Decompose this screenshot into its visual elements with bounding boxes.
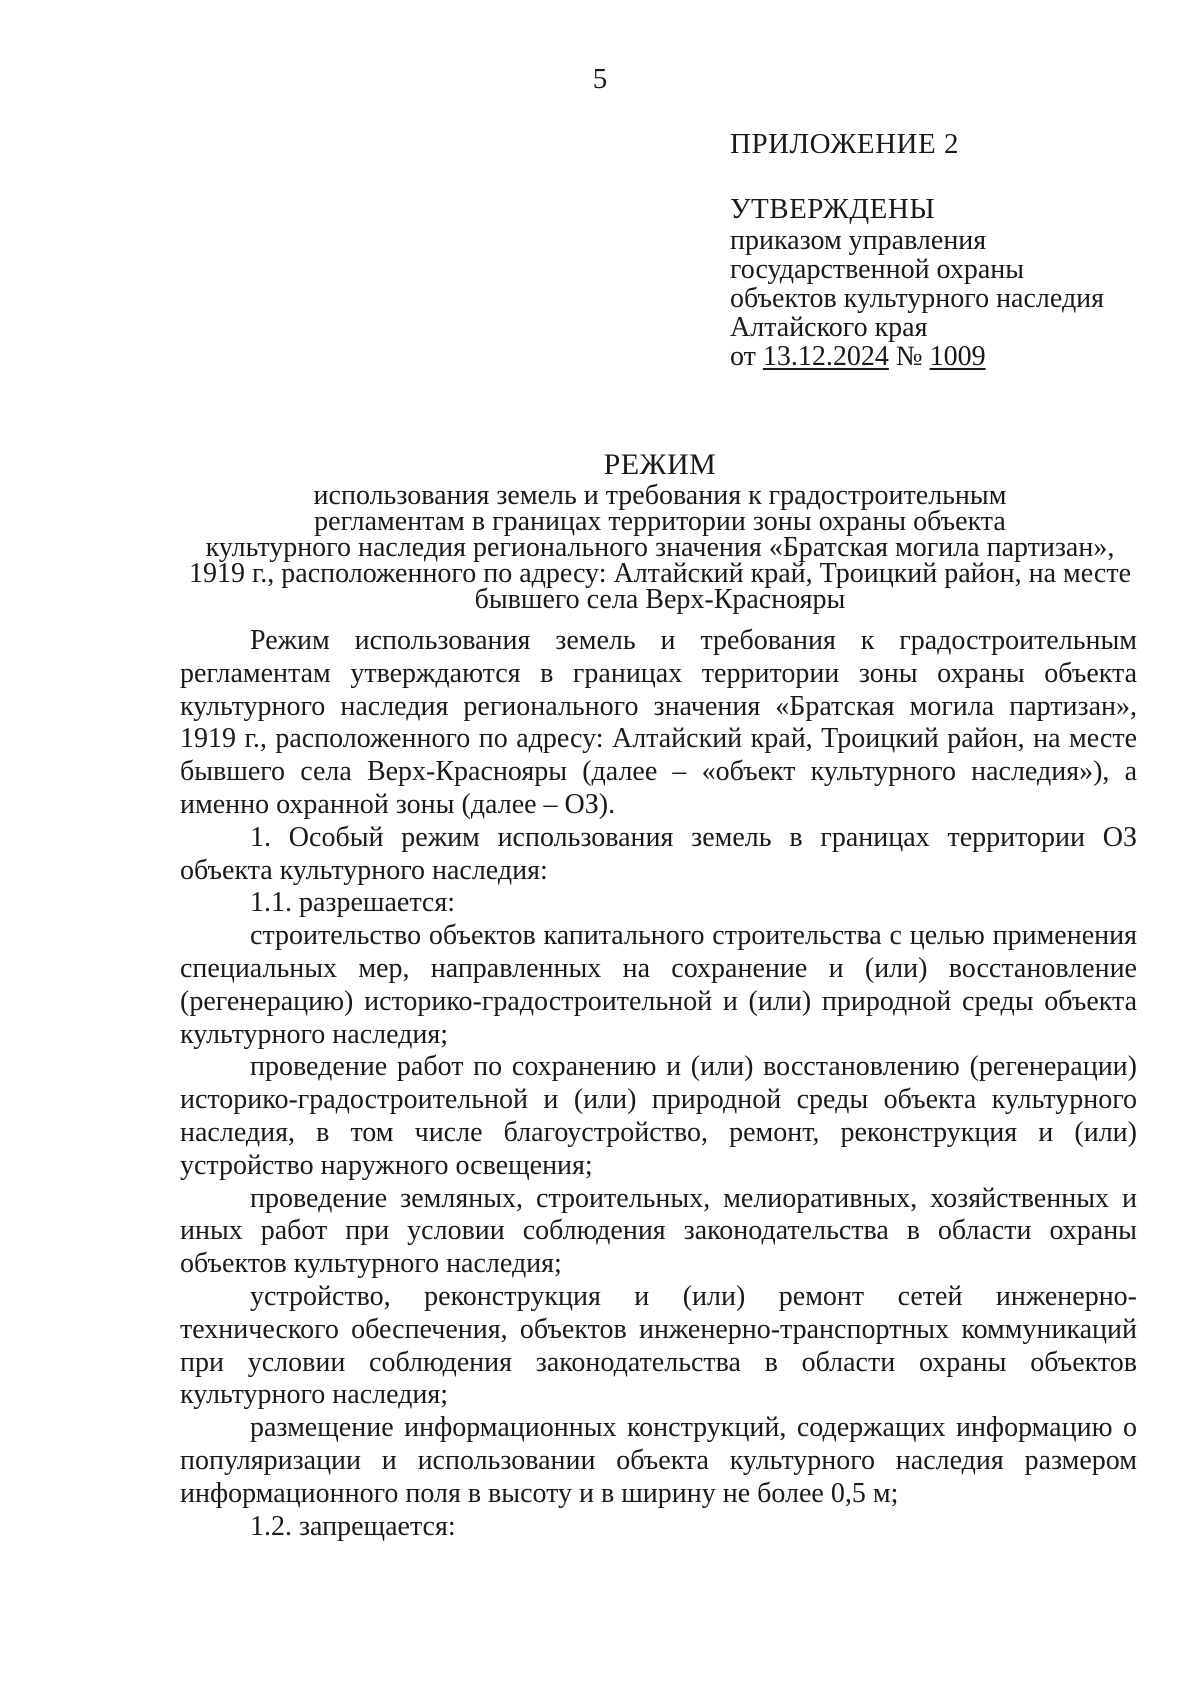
approval-line: Алтайского края: [730, 312, 928, 343]
body-paragraph: проведение земляных, строительных, мелиоративных, хозяйственных и иных работ при условии соблюдения законодательства в области охраны объектов культурного наследия;: [180, 1182, 1137, 1280]
order-number: 1009: [929, 341, 986, 372]
approval-line: приказом управления: [730, 225, 987, 256]
subtitle-line: культурного наследия регионального значения «Братская могила партизан»,: [205, 532, 1115, 563]
body-paragraph: устройство, реконструкция и (или) ремонт сетей инженерно-технического обеспечения, объектов инженерно-транспортных коммуникаций при условии соблюдения законодательства в области охраны объектов культурного наследия;: [180, 1280, 1137, 1411]
body-paragraph: 1. Особый режим использования земель в границах территории ОЗ объекта культурного наследия:: [180, 821, 1137, 886]
subtitle-line: использования земель и требования к градостроительным: [313, 480, 1007, 511]
subtitle-line: 1919 г., расположенного по адресу: Алтайский край, Троицкий район, на месте: [188, 558, 1131, 589]
body-paragraph: Режим использования земель и требования к градостроительным регламентам утверждаются в границах территории зоны охраны объекта культурного наследия регионального значения «Братская могила партизан», 1919 г., расположенного по адресу: Алтайский край, Троицкий район, на месте бывшего села Верх-Краснояры (далее – «объект культурного наследия»), а именно охранной зоны (далее – ОЗ).: [180, 625, 1137, 820]
approval-line: государственной охраны: [730, 254, 1025, 285]
body-paragraph: 1.1. разрешается:: [250, 887, 455, 919]
body-paragraph: размещение информационных конструкций, содержащих информацию о популяризации и использовании объекта культурного наследия размером информационного поля в высоту и в ширину не более 0,5 м;: [180, 1412, 1137, 1509]
document-title: РЕЖИМ: [603, 448, 717, 481]
subtitle-line: регламентам в границах территории зоны охраны объекта: [314, 506, 1006, 537]
number-sign: №: [895, 341, 923, 372]
approval-title: УТВЕРЖДЕНЫ: [730, 193, 936, 225]
body-paragraph: 1.2. запрещается:: [250, 1510, 456, 1542]
date-prefix: от: [730, 341, 756, 372]
approval-date-line: [730, 342, 1104, 371]
body-paragraph: строительство объектов капитального строительства с целью применения специальных мер, направленных на сохранение и (или) восстановление (регенерацию) историко-градостроительной и (или) природной среды объекта культурного наследия;: [180, 920, 1137, 1050]
page-number: 5: [592, 63, 608, 95]
order-date: 13.12.2024: [762, 341, 889, 372]
body-paragraph: проведение работ по сохранению и (или) восстановлению (регенерации) историко-градостроительной и (или) природной среды объекта культурного наследия, в том числе благоустройство, ремонт, реконструкция и (или) устройство наружного освещения;: [180, 1051, 1137, 1181]
appendix-label: ПРИЛОЖЕНИЕ 2: [730, 128, 959, 160]
subtitle-line: бывшего села Верх-Краснояры: [474, 584, 846, 615]
document-body: [180, 625, 1137, 1543]
approval-line: объектов культурного наследия: [730, 283, 1105, 314]
approval-block: [730, 192, 1104, 371]
document-heading: [180, 447, 1140, 613]
